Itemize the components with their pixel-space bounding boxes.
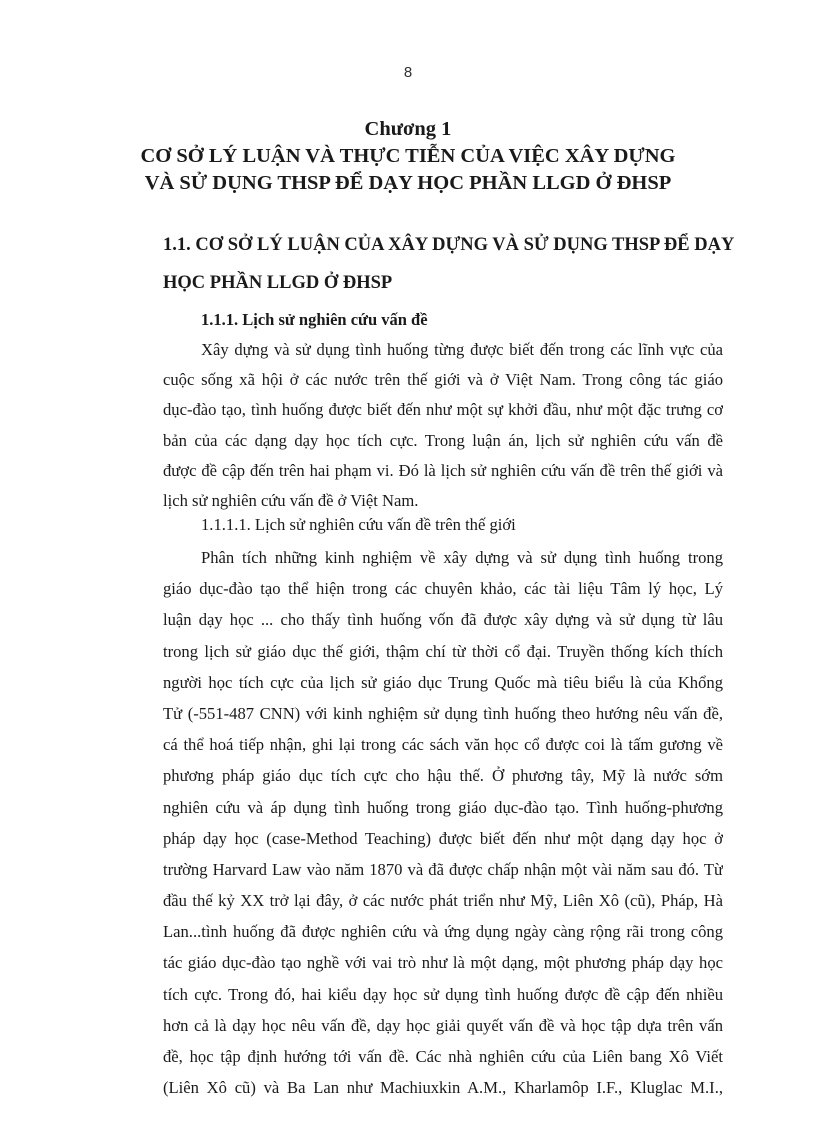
- paragraph-line: Tử (-551-487 CNN) với kinh nghiệm sử dụng tình huống theo hướng nêu vấn đề,: [163, 703, 723, 723]
- paragraph-line: tác giáo dục-đào tạo nghề với vai trò như là một dạng, một phương pháp dạy học: [163, 953, 723, 973]
- paragraph-intro: [163, 335, 723, 516]
- section-heading-line: 1.1. CƠ SỞ LÝ LUẬN CỦA XÂY DỰNG VÀ SỬ DỤNG THSP ĐỂ DẠY: [163, 235, 735, 255]
- paragraph-line: tích cực. Trong đó, hai kiểu dạy học sử dụng tình huống được đề cập đến nhiều: [163, 984, 723, 1004]
- paragraph-line: cuộc sống xã hội ở các nước trên thế giới và ở Việt Nam. Trong công tác giáo: [163, 370, 723, 390]
- paragraph-line: luận dạy học ... cho thấy tình huống vốn đã được xây dựng và sử dụng từ lâu: [163, 610, 723, 630]
- paragraph-line: được đề cập đến trên hai phạm vi. Đó là lịch sử nghiên cứu vấn đề trên thế giới và: [163, 460, 723, 480]
- paragraph-line: Phân tích những kinh nghiệm về xây dựng và sử dụng tình huống trong: [201, 548, 723, 567]
- section-heading: [163, 226, 735, 302]
- paragraph-line: đề, học tập định hướng tới vấn đề. Các nhà nghiên cứu của Liên bang Xô Viết: [163, 1047, 723, 1066]
- paragraph-line: nghiên cứu và áp dụng tình huống trong giáo dục-đào tạo. Tình huống-phương: [163, 797, 723, 817]
- paragraph-line: Lan...tình huống đã được nghiên cứu và ứng dụng ngày càng rộng rãi trong công: [163, 922, 723, 942]
- paragraph-line: (Liên Xô cũ) và Ba Lan như Machiuxkin A.M., Kharlamôp I.F., Kluglac M.I.,: [163, 1078, 723, 1098]
- paragraph-line: hơn cả là dạy học nêu vấn đề, dạy học giải quyết vấn đề và học tập dựa trên vấn: [163, 1015, 723, 1035]
- paragraph-line: dục-đào tạo, tình huống được biết đến như một sự khởi đầu, như một đặc trưng cơ: [163, 400, 723, 420]
- paragraph-line: giáo dục-đào tạo thể hiện trong các chuyên khảo, các tài liệu Tâm lý học, Lý: [163, 579, 723, 599]
- subsubsection-heading: 1.1.1.1. Lịch sử nghiên cứu vấn đề trên thế giới: [201, 515, 516, 534]
- paragraph-line: lịch sử nghiên cứu vấn đề ở Việt Nam.: [163, 490, 419, 510]
- chapter-label: Chương 1: [364, 118, 452, 140]
- chapter-heading: [0, 116, 816, 197]
- paragraph-world-history: [163, 542, 723, 1103]
- paragraph-line: phương pháp giáo dục tích cực cho hậu thế. Ở phương tây, Mỹ là nước sớm: [163, 766, 723, 786]
- paragraph-line: trong lịch sử giáo dục thế giới, thậm chí từ thời cổ đại. Truyền thống kích thích: [163, 641, 723, 661]
- paragraph-line: đầu thế kỷ XX trở lại đây, ở các nước phát triển như Mỹ, Liên Xô (cũ), Pháp, Hà: [163, 891, 723, 911]
- paragraph-line: cá thể hoá tiếp nhận, ghi lại trong các sách văn học cổ được coi là tấm gương về: [163, 735, 723, 755]
- paragraph-line: bản của các dạng dạy học tích cực. Trong luận án, lịch sử nghiên cứu vấn đề: [163, 430, 723, 450]
- chapter-title-line: VÀ SỬ DỤNG THSP ĐỂ DẠY HỌC PHẦN LLGD Ở ĐHSP: [144, 172, 672, 194]
- page-number: 8: [403, 64, 413, 81]
- paragraph-line: người học tích cực của lịch sử giáo dục Trung Quốc mà tiêu biểu là của Khổng: [163, 672, 723, 692]
- paragraph-line: pháp dạy học (case-Method Teaching) được biết đến như một dạng dạy học ở: [163, 828, 723, 848]
- subsection-heading: 1.1.1. Lịch sử nghiên cứu vấn đề: [201, 310, 428, 329]
- section-heading-line: HỌC PHẦN LLGD Ở ĐHSP: [163, 273, 393, 293]
- chapter-title-line: CƠ SỞ LÝ LUẬN VÀ THỰC TIỄN CỦA VIỆC XÂY DỰNG: [140, 145, 676, 167]
- paragraph-line: trường Harvard Law vào năm 1870 và đã được chấp nhận một vài năm sau đó. Từ: [163, 859, 723, 879]
- paragraph-line: Xây dựng và sử dụng tình huống từng được biết đến trong các lĩnh vực của: [201, 340, 723, 359]
